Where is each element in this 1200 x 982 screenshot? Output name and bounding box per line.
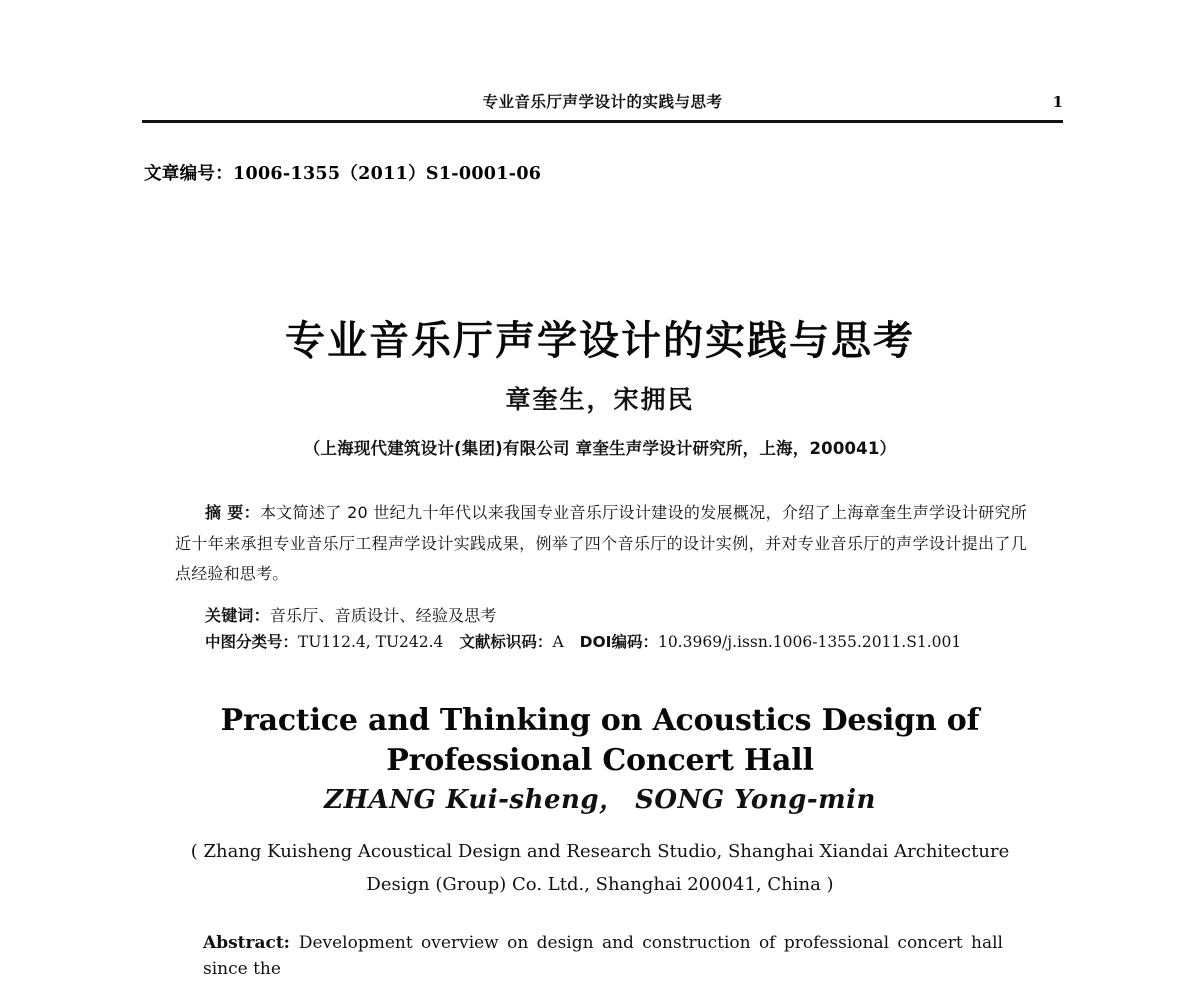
affiliation-english: ( Zhang Kuisheng Acoustical Design and Research Studio, Shanghai Xiandai Architecture Design (Group) Co. Ltd., Shanghai 200041, China ) bbox=[190, 841, 1010, 895]
abstract-text-chinese: 本文简述了 20 世纪九十年代以来我国专业音乐厅设计建设的发展概况，介绍了上海章奎生声学设计研究所近十年来承担专业音乐厅工程声学设计实践成果，例举了四个音乐厅的设计实例，并对专业音乐厅的声学设计提出了几点经验和思考。 bbox=[175, 503, 1027, 583]
page-title-chinese: 专业音乐厅声学设计的实践与思考 bbox=[285, 317, 915, 364]
abstract-label-chinese: 摘 要： bbox=[205, 503, 260, 522]
doi-value: 10.3969/j.issn.1006-1355.2011.S1.001 bbox=[657, 633, 962, 651]
abstract-english bbox=[203, 930, 1003, 982]
running-header bbox=[142, 92, 1063, 122]
abstract-chinese bbox=[175, 498, 1027, 590]
keywords-label-chinese: 关键词： bbox=[205, 606, 270, 625]
clc-value: TU112.4, TU242.4 bbox=[298, 633, 444, 651]
abstract-text-english: Development overview on design and construction of professional concert hall since the bbox=[203, 933, 1003, 979]
classification-line bbox=[205, 630, 961, 654]
abstract-label-english: Abstract: bbox=[203, 933, 299, 953]
article-number: 文章编号：1006-1355（2011）S1-0001-06 bbox=[144, 164, 542, 184]
document-code-value: A bbox=[552, 633, 564, 651]
affiliation-chinese: （上海现代建筑设计(集团)有限公司 章奎生声学设计研究所，上海，200041） bbox=[303, 439, 897, 458]
header-divider-rule bbox=[142, 120, 1063, 123]
clc-label: 中图分类号： bbox=[205, 633, 299, 651]
keywords-chinese bbox=[205, 603, 497, 629]
authors-chinese: 章奎生，宋拥民 bbox=[505, 385, 695, 414]
page-title-english: Practice and Thinking on Acoustics Design of Professional Concert Hall bbox=[220, 702, 980, 778]
doi-label: DOI编码： bbox=[579, 633, 658, 651]
document-code-label: 文献标识码： bbox=[459, 633, 553, 651]
page-number: 1 bbox=[1052, 93, 1063, 111]
keywords-text-chinese: 音乐厅、音质设计、经验及思考 bbox=[269, 606, 497, 625]
authors-english: ZHANG Kui-sheng， SONG Yong-min bbox=[324, 785, 876, 815]
running-header-title: 专业音乐厅声学设计的实践与思考 bbox=[482, 93, 723, 111]
